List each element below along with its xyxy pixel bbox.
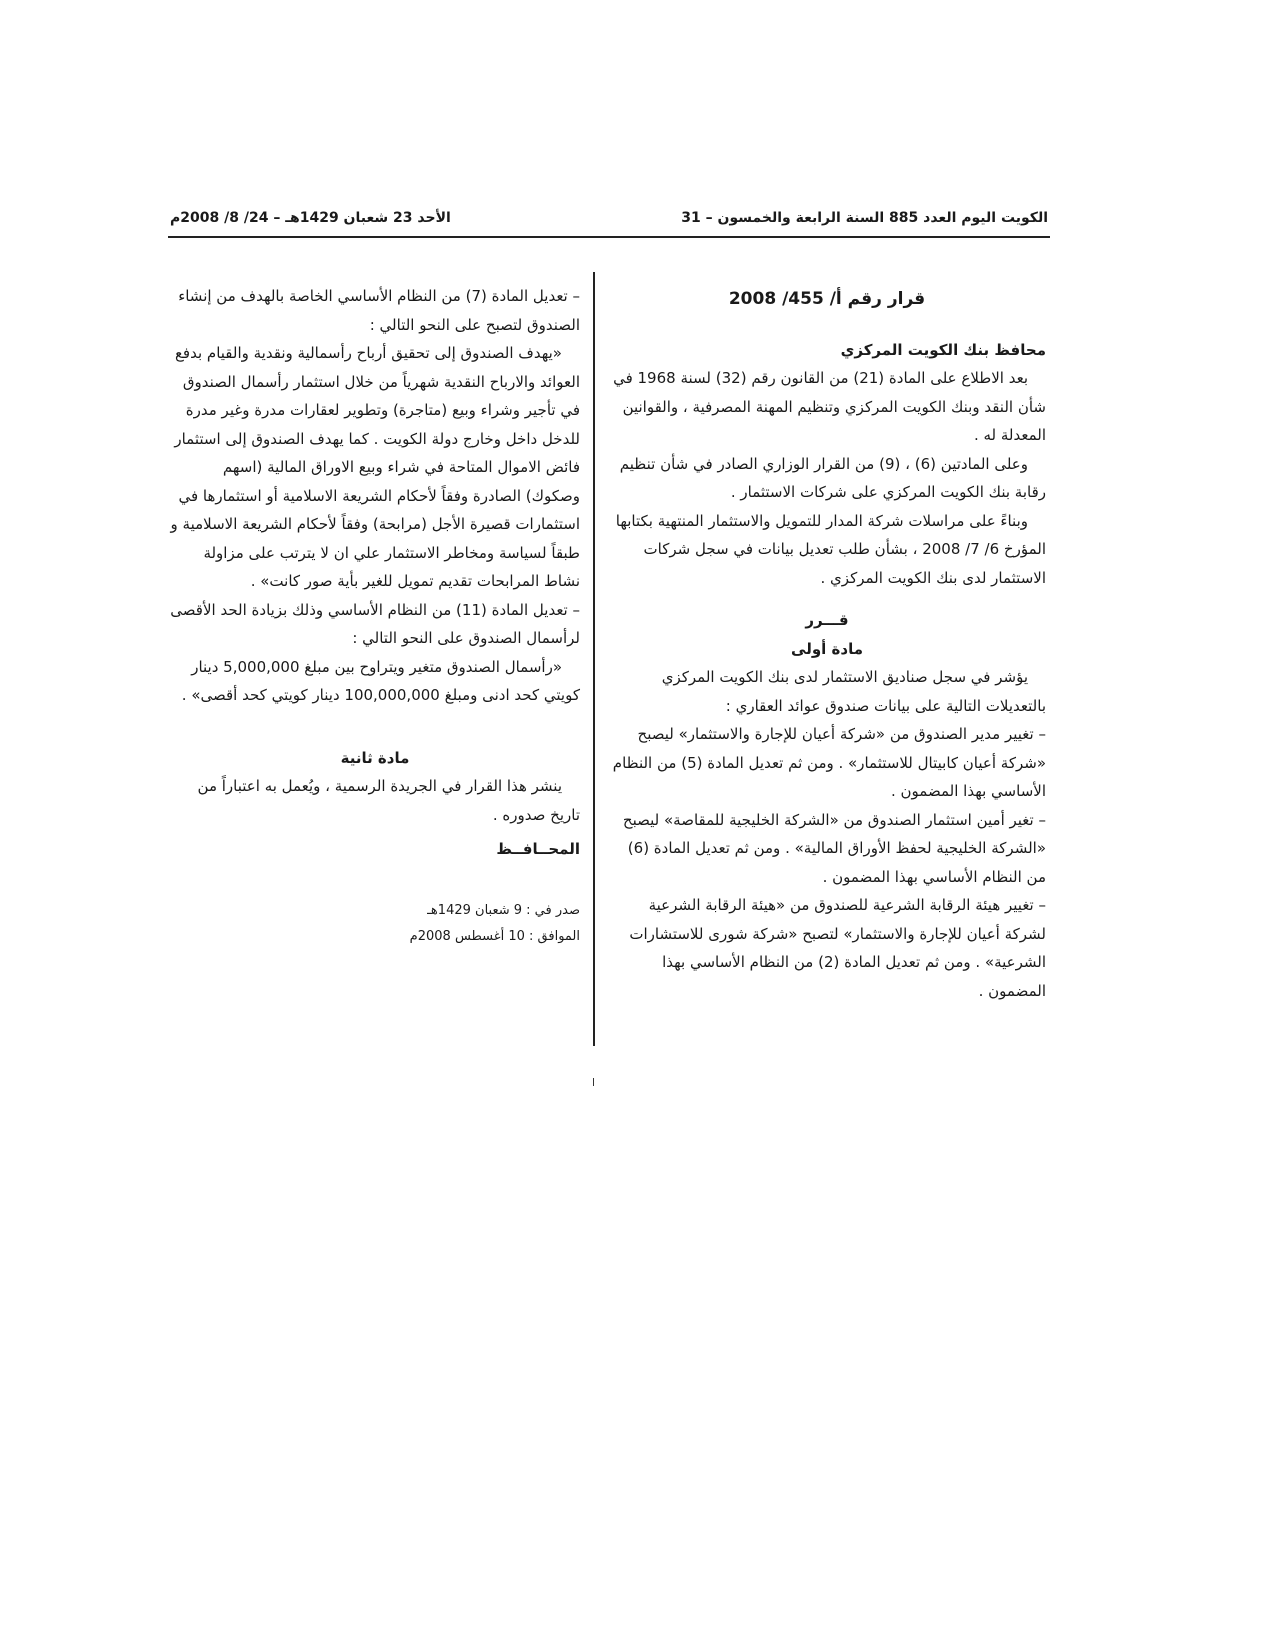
page-bottom-mark <box>593 1078 594 1086</box>
spacer <box>608 592 1046 606</box>
article-1-heading: مادة أولى <box>791 639 863 658</box>
fund-objective-quote: «يهدف الصندوق إلى تحقيق أرباح رأسمالية ونقدية والقيام بدفع العوائد والارباح النقدية شهرياً من خلال استثمار رأسمال الصندوق في تأجير وشراء وبيع (متاجرة) وتطوير لعقارات مدرة وغير مدرة للدخل داخل وخارج دولة الكويت . كما يهدف الصندوق إلى استثمار فائض الاموال المتاحة في شراء وبيع الاوراق المالية (اسهم وصكوك) الصادرة وفقاً لأحكام الشريعة الاسلامية أو استثمارها في استثمارات قصيرة الأجل (مرابحة) وفقاً لأحكام الشريعة الاسلامية و طبقاً لسياسة ومخاطر الاستثمار علي ان لا يترتب على مزاولة نشاط المرابحات تقديم تمويل للغير بأية صور كانت» . <box>170 344 580 590</box>
corresponding-date: الموافق : 10 أغسطس 2008م <box>409 928 580 944</box>
preamble-paragraph-1: بعد الاطلاع على المادة (21) من القانون رقم (32) لسنة 1968 في شأن النقد وبنك الكويت المركزي وتنظيم المهنة المصرفية ، والقوانين المعدلة له . <box>613 369 1046 444</box>
header-issue-info: الكويت اليوم العدد 885 السنة الرابعة والخمسون – 31 <box>681 210 1048 226</box>
capital-quote: «رأسمال الصندوق متغير ويتراوح بين مبلغ 5,000,000 دينار كويتي كحد ادنى ومبلغ 100,000,000 دينار كويتي كحد أقصى» . <box>181 657 580 704</box>
header-rule <box>168 236 1050 238</box>
spacer <box>170 710 580 744</box>
article-1-paragraph: يؤشر في سجل صناديق الاستثمار لدى بنك الكويت المركزي بالتعديلات التالية على بيانات صندوق عوائد العقاري : <box>661 668 1046 715</box>
amendment-item-2: – تغير أمين استثمار الصندوق من «الشركة الخليجية للمقاصة» ليصبح «الشركة الخليجية لحفظ الأوراق المالية» . ومن ثم تعديل المادة (6) من النظام الأساسي بهذا المضمون . <box>622 810 1046 886</box>
left-column <box>170 282 580 950</box>
decision-title: قرار رقم أ/ 455/ 2008 <box>728 289 926 309</box>
column-divider <box>593 272 595 1046</box>
right-column <box>608 285 1046 1005</box>
issuer-heading: محافظ بنك الكويت المركزي <box>840 340 1046 359</box>
amendment-item-3: – تغيير هيئة الرقابة الشرعية للصندوق من «هيئة الرقابة الشرعية لشركة أعيان للإجارة والاستثمار» لتصبح «شركة شورى للاستشارات الشرعية» . ومن ثم تعديل المادة (2) من النظام الأساسي بهذا المضمون . <box>629 896 1046 1000</box>
header-date: الأحد 23 شعبان 1429هـ – 24/ 8/ 2008م <box>170 210 451 226</box>
amendment-item-5: – تعديل المادة (11) من النظام الأساسي وذلك بزيادة الحد الأقصى لرأسمال الصندوق على النحو التالي : <box>170 600 580 647</box>
page-header <box>170 210 1048 234</box>
preamble-paragraph-3: وبناءً على مراسلات شركة المدار للتمويل والاستثمار المنتهية بكتابها المؤرخ 6/ 7/ 2008 ، بشأن طلب تعديل بيانات في سجل شركات الاستثمار لدى بنك الكويت المركزي . <box>615 511 1046 587</box>
article-2-paragraph: ينشر هذا القرار في الجريدة الرسمية ، ويُعمل به اعتباراً من تاريخ صدوره . <box>197 777 580 824</box>
amendment-item-1: – تغيير مدير الصندوق من «شركة أعيان للإجارة والاستثمار» ليصبح «شركة أعيان كابيتال للاستثمار» . ومن ثم تعديل المادة (5) من النظام الأساسي بهذا المضمون . <box>612 725 1046 800</box>
decided-heading: قـــرر <box>805 611 849 629</box>
spacer <box>170 864 580 898</box>
issued-date: صدر في : 9 شعبان 1429هـ <box>427 902 580 918</box>
governor-signature: المحــافــظ <box>496 840 580 858</box>
preamble-paragraph-2: وعلى المادتين (6) ، (9) من القرار الوزاري الصادر في شأن تنظيم رقابة بنك الكويت المركزي على شركات الاستثمار . <box>619 454 1046 501</box>
article-2-heading: مادة ثانية <box>340 748 410 767</box>
amendment-item-4: – تعديل المادة (7) من النظام الأساسي الخاصة بالهدف من إنشاء الصندوق لتصبح على النحو التالي : <box>178 287 580 334</box>
